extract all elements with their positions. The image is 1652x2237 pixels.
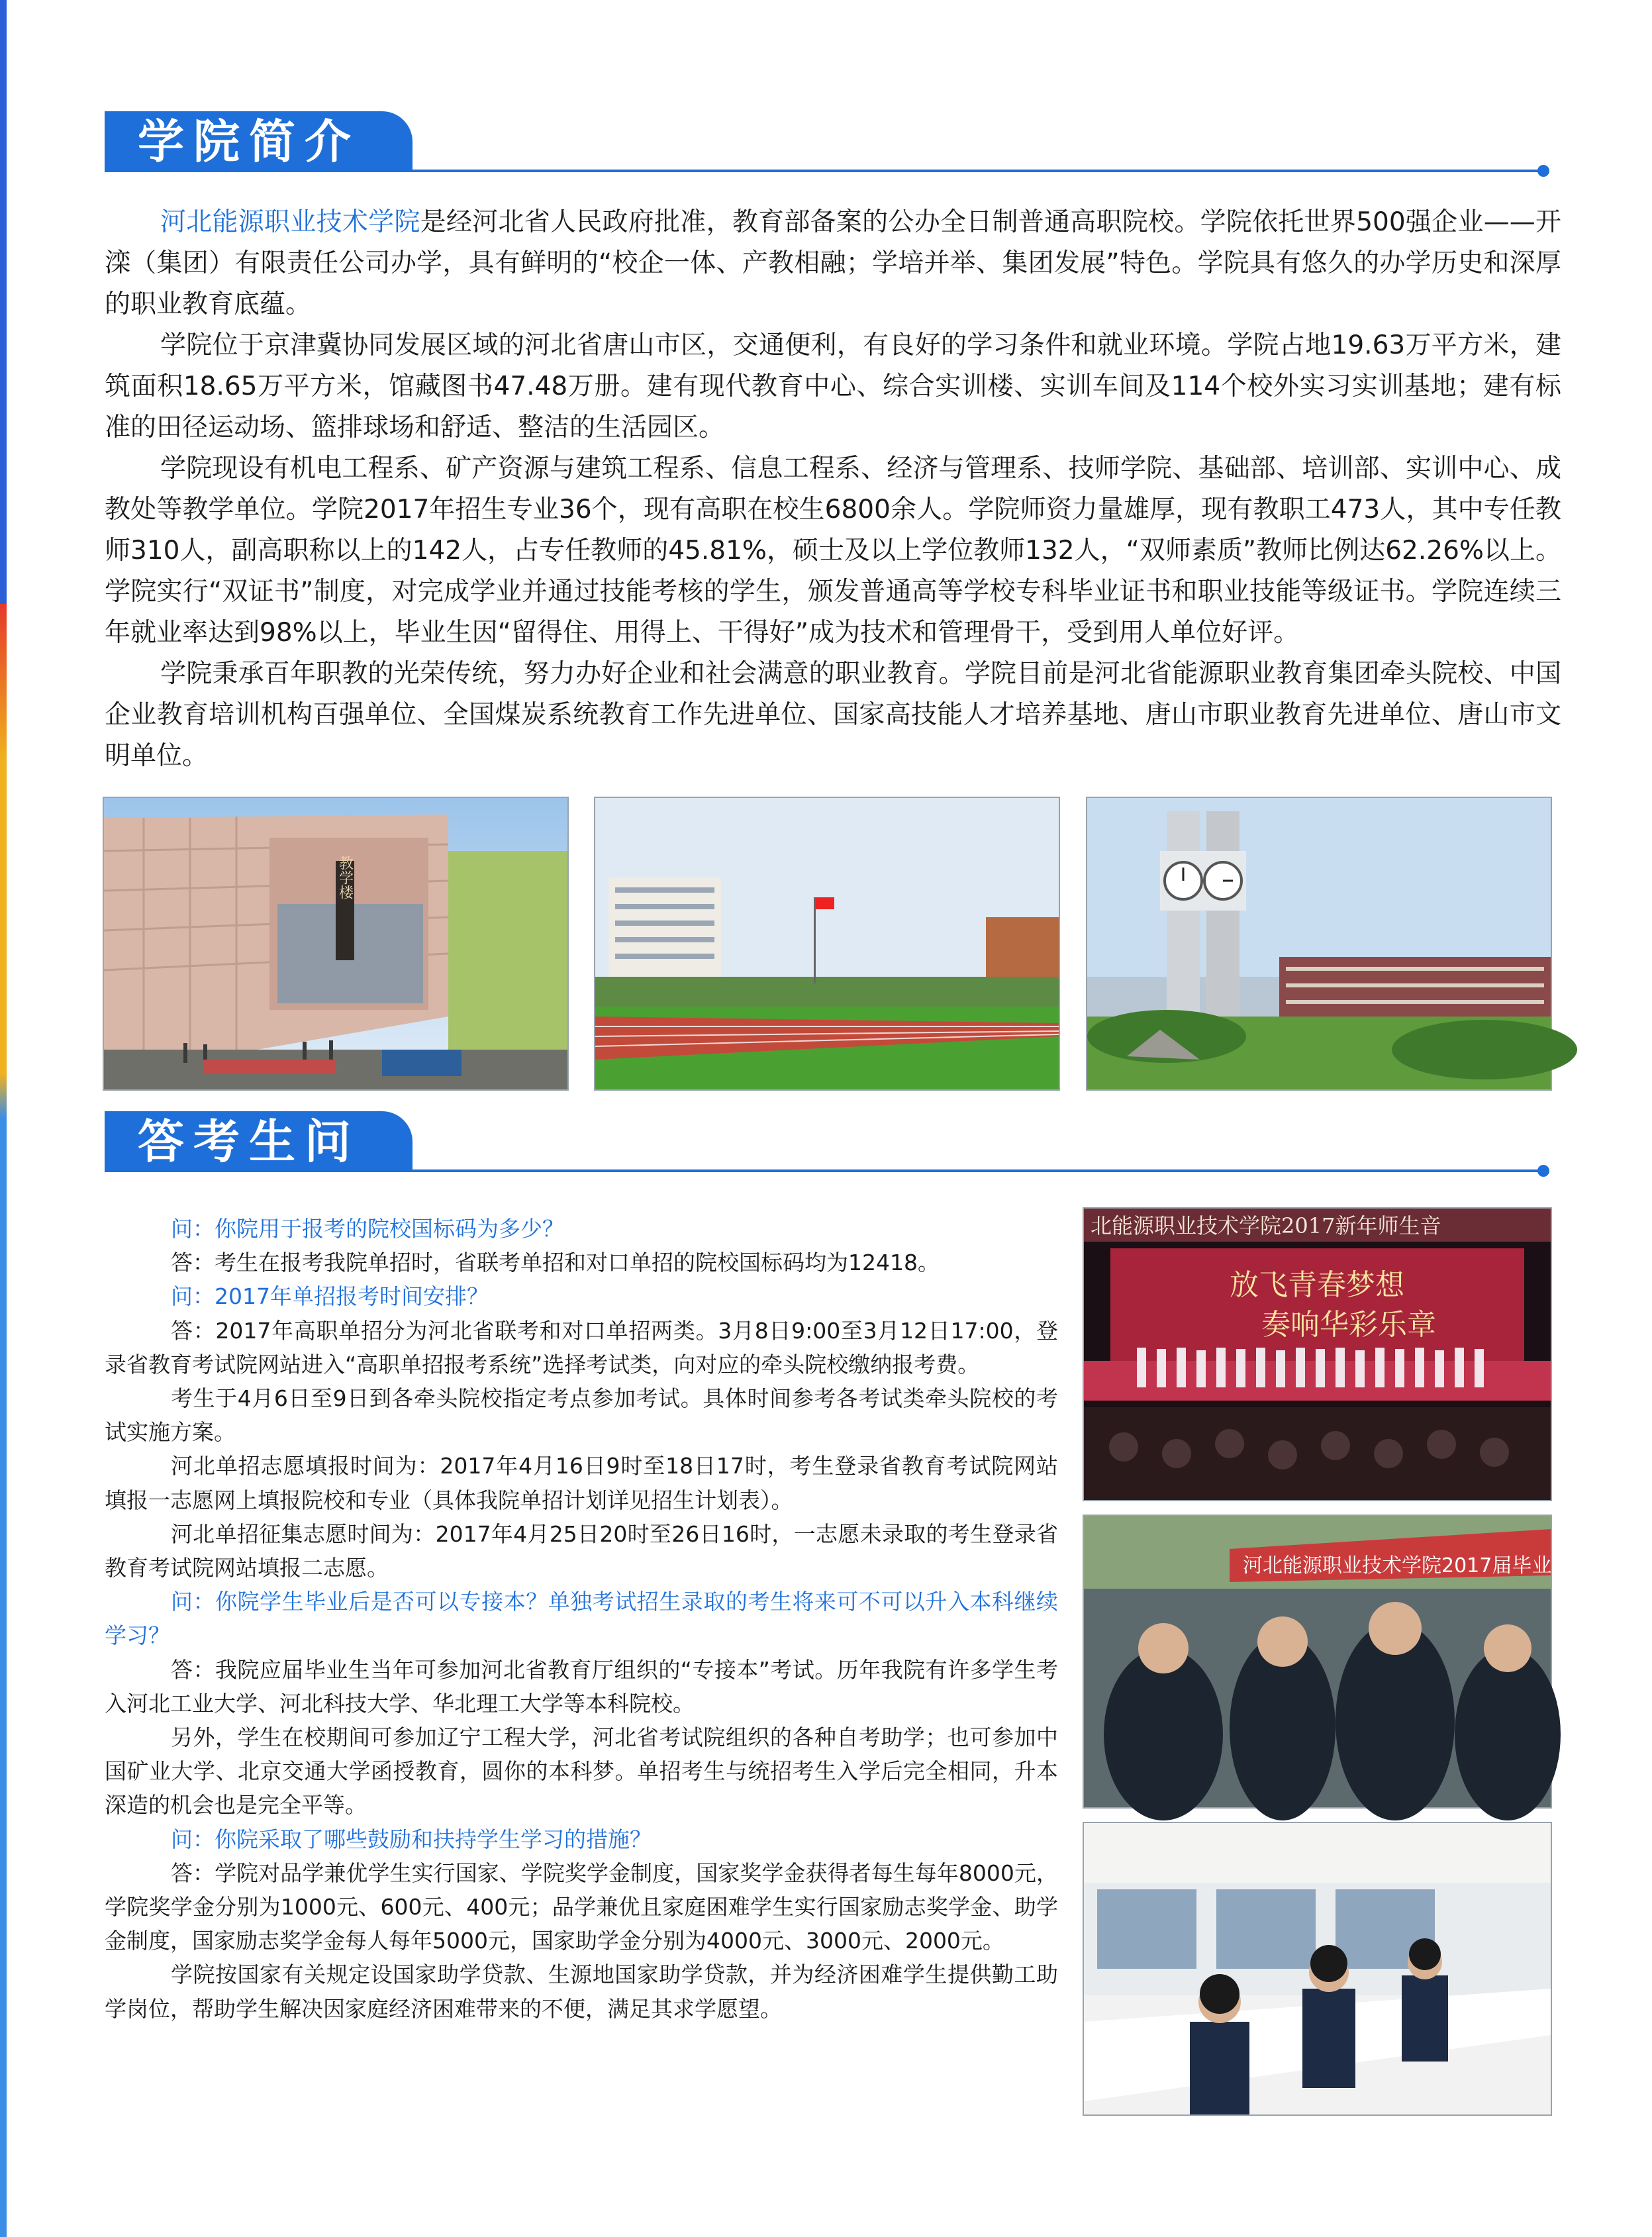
section-divider: [105, 1169, 1541, 1172]
section-title-qa: 答考生问: [105, 1111, 413, 1172]
qa-question: 问：你院用于报考的院校国标码为多少？: [171, 1216, 564, 1242]
section-divider-dot: [1537, 1165, 1549, 1177]
stage-slogan-2: 奏响华彩乐章: [1261, 1308, 1436, 1342]
qa-answer: 河北单招征集志愿时间为：2017年4月25日20时至26日16时，一志愿未录取的考生登录省教育考试院网站填报二志愿。: [105, 1520, 1058, 1581]
qa-answer: 答：我院应届毕业生当年可参加河北省教育厅组织的“专接本”考试。历年我院有许多学生考入河北工业大学、河北科技大学、华北理工大学等本科院校。: [105, 1656, 1058, 1716]
photo-sports-field: [594, 797, 1060, 1091]
qa-answer: 考生于4月6日至9日到各牵头院校指定考点参加考试。具体时间参考各考试类牵头院校的考试实施方案。: [105, 1385, 1058, 1446]
photo-teaching-building: [103, 797, 569, 1091]
photo-library: [1083, 1822, 1552, 2116]
qa-answer: 学院按国家有关规定设国家助学贷款、生源地国家助学贷款，并为经济困难学生提供勤工助学岗位，帮助学生解决因家庭经济困难带来的不便，满足其求学愿望。: [105, 1962, 1058, 2022]
intro-text: [105, 202, 1561, 777]
section-divider: [105, 170, 1541, 172]
qa-question: 问：2017年单招报考时间安排？: [171, 1283, 489, 1310]
left-color-bar: [0, 0, 7, 2237]
photo-new-year-gala: [1083, 1207, 1552, 1501]
qa-answer: 另外，学生在校期间可参加辽宁工程大学，河北省考试院组织的各种自考助学；也可参加中国矿业大学、北京交通大学函授教育，圆你的本科梦。单招考生与统招考生入学后完全相同，升本深造的机会也是完全平等。: [105, 1724, 1058, 1818]
qa-answer: 答：考生在报考我院单招时，省联考单招和对口单招的院校国标码均为12418。: [171, 1250, 940, 1276]
qa-question: 问：你院采取了哪些鼓励和扶持学生学习的措施？: [171, 1826, 652, 1852]
intro-paragraph: 学院现设有机电工程系、矿产资源与建筑工程系、信息工程系、经济与管理系、技师学院、基础部、培训部、实训中心、成教处等教学单位。学院2017年招生专业36个，现有高职在校生6800余人。学院师资力量雄厚，现有教职工473人，其中专任教师310人，副高职称以上的142人，占专任教师的45.81%，硕士及以上学位教师132人，“双师素质”教师比例达62.26%以上。学院实行“双证书”制度，对完成学业并通过技能考核的学生，颁发普通高等学校专科毕业证书和职业技能等级证书。学院连续三年就业率达到98%以上，毕业生因“留得住、用得上、干得好”成为技术和管理骨干，受到用人单位好评。: [105, 454, 1561, 648]
qa-question: 问：你院学生毕业后是否可以专接本？单独考试招生录取的考生将来可不可以升入本科继续学习？: [105, 1589, 1058, 1649]
intro-paragraph: 学院位于京津冀协同发展区域的河北省唐山市区，交通便利，有良好的学习条件和就业环境。学院占地19.63万平方米，建筑面积18.65万平方米，馆藏图书47.48万册。建有现代教育中心、综合实训楼、实训车间及114个校外实习实训基地；建有标准的田径运动场、篮排球场和舒适、整洁的生活园区。: [105, 330, 1561, 442]
qa-text: [105, 1212, 1058, 2026]
qa-answer: 答：学院对品学兼优学生实行国家、学院奖学金制度，国家奖学金获得者每生每年8000元，学院奖学金分别为1000元、600元、400元；品学兼优且家庭困难学生实行国家励志奖学金、助学金制度，国家励志奖学金每人每年5000元，国家助学金分别为4000元、3000元、2000元。: [105, 1860, 1058, 1954]
qa-answer: 河北单招志愿填报时间为：2017年4月16日9时至18日17时，考生登录省教育考试院网站填报一志愿网上填报院校和专业（具体我院单招计划详见招生计划表）。: [105, 1453, 1058, 1513]
qa-answer: 答：2017年高职单招分为河北省联考和对口单招两类。3月8日9:00至3月12日17:00，登录省教育考试院网站进入“高职单招报考系统”选择考试类，向对应的牵头院校缴纳报考费。: [105, 1317, 1058, 1377]
section-title-intro: 学院简介: [105, 111, 413, 172]
photo-clock-tower: [1086, 797, 1552, 1091]
job-fair-banner-text: 河北能源职业技术学院2017届毕业生双选会: [1243, 1554, 1631, 1577]
photo-job-fair: [1083, 1515, 1631, 1809]
stage-slogan-1: 放飞青春梦想: [1230, 1268, 1404, 1302]
section-divider-dot: [1537, 165, 1549, 177]
intro-paragraph: 学院秉承百年职教的光荣传统，努力办好企业和社会满意的职业教育。学院目前是河北省能源职业教育集团牵头院校、中国企业教育培训机构百强单位、全国煤炭系统教育工作先进单位、国家高技能人才培养基地、唐山市职业教育先进单位、唐山市文明单位。: [105, 659, 1561, 771]
gala-banner-text: 北能源职业技术学院2017新年师生音: [1091, 1213, 1441, 1238]
intro-paragraph: 河北能源职业技术学院是经河北省人民政府批准，教育部备案的公办全日制普通高职院校。学院依托世界500强企业——开滦（集团）有限责任公司办学，具有鲜明的“校企一体、产教相融；学培并举、集团发展”特色。学院具有悠久的办学历史和深厚的职业教育底蕴。: [105, 207, 1561, 319]
school-name-link: 河北能源职业技术学院: [160, 207, 420, 237]
building-sign-text: 教学楼: [336, 856, 354, 899]
